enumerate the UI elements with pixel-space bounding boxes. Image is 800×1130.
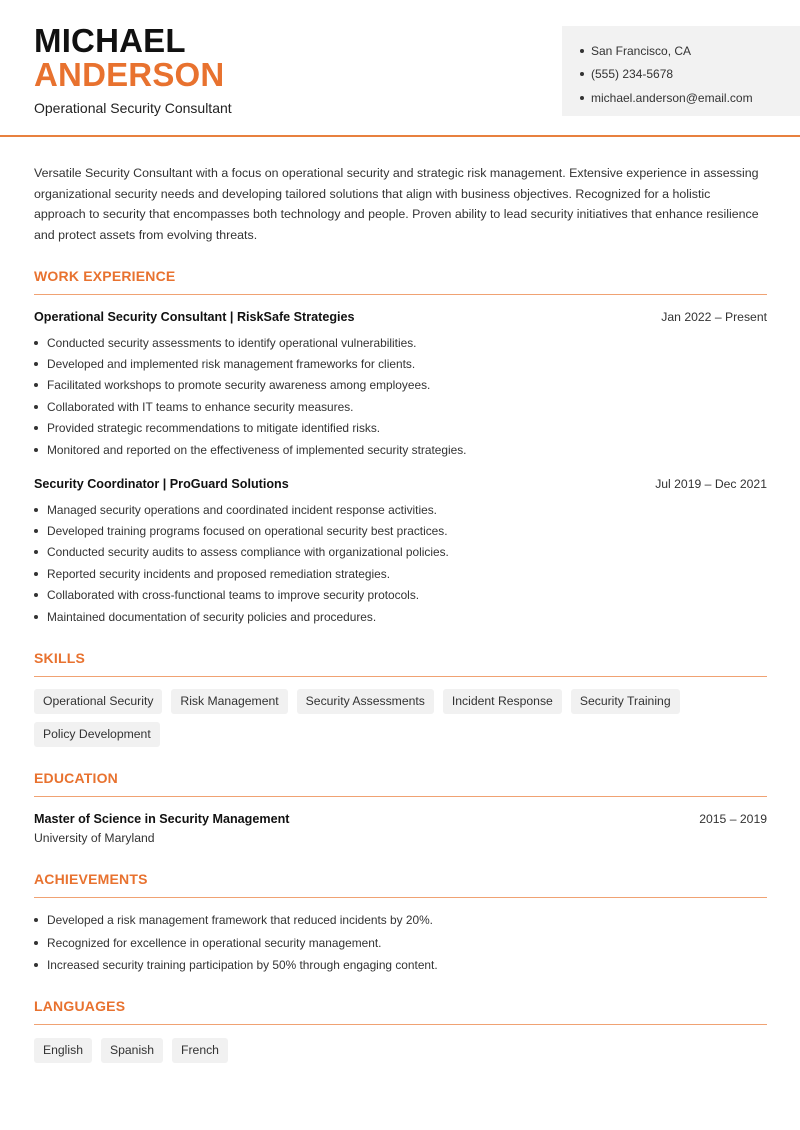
list-item bbox=[34, 909, 767, 932]
bullet-text: Developed and implemented risk management frameworks for clients. bbox=[47, 357, 416, 372]
job-title: Operational Security Consultant bbox=[34, 100, 232, 116]
skill-chip: Security Assessments bbox=[297, 689, 434, 714]
bullet-icon bbox=[34, 362, 38, 366]
language-chip: Spanish bbox=[101, 1038, 163, 1063]
bullet-text: Developed a risk management framework that reduced incidents by 20%. bbox=[47, 913, 433, 928]
bullet-icon bbox=[34, 593, 38, 597]
bullet-text: Recognized for excellence in operational security management. bbox=[47, 935, 382, 950]
bullet-icon bbox=[34, 572, 38, 576]
bullet-icon bbox=[34, 426, 38, 430]
bullet-icon bbox=[34, 341, 38, 345]
bullet-text: Conducted security audits to assess compliance with organizational policies. bbox=[47, 545, 449, 560]
bullet-text: Collaborated with IT teams to enhance security measures. bbox=[47, 399, 354, 414]
job-bullets-2 bbox=[34, 499, 767, 627]
list-item bbox=[34, 396, 767, 417]
list-item bbox=[34, 520, 767, 541]
skill-chip: Security Training bbox=[571, 689, 680, 714]
list-item bbox=[34, 606, 767, 627]
list-item bbox=[34, 932, 767, 955]
list-item bbox=[34, 954, 767, 977]
list-item bbox=[34, 418, 767, 439]
bullet-icon bbox=[34, 448, 38, 452]
section-title-languages: LANGUAGES bbox=[34, 998, 126, 1014]
bullet-text: Reported security incidents and proposed remediation strategies. bbox=[47, 566, 391, 581]
bullet-icon bbox=[580, 96, 584, 100]
bullet-text: Conducted security assessments to identify operational vulnerabilities. bbox=[47, 335, 417, 350]
bullet-icon bbox=[580, 49, 584, 53]
languages-list bbox=[34, 1038, 767, 1063]
section-title-achievements: ACHIEVEMENTS bbox=[34, 871, 148, 887]
contact-phone bbox=[580, 63, 800, 87]
skill-chip: Policy Development bbox=[34, 722, 160, 747]
contact-box bbox=[562, 26, 800, 116]
list-item bbox=[34, 332, 767, 353]
list-item bbox=[34, 563, 767, 584]
bullet-text: Collaborated with cross-functional teams to improve security protocols. bbox=[47, 588, 420, 603]
skill-chip: Operational Security bbox=[34, 689, 162, 714]
bullet-text: Provided strategic recommendations to mitigate identified risks. bbox=[47, 421, 381, 436]
section-divider bbox=[34, 294, 767, 295]
phone-text: (555) 234-5678 bbox=[591, 67, 674, 82]
bullet-icon bbox=[34, 963, 38, 967]
bullet-icon bbox=[34, 941, 38, 945]
bullet-icon bbox=[34, 383, 38, 387]
skills-list bbox=[34, 689, 767, 747]
list-item bbox=[34, 585, 767, 606]
summary: Versatile Security Consultant with a focus on operational security and strategic risk management. Extensive experience in assessing organizational security needs and developing tailored solutions that align with business objectives. Recognized for a holistic approach to security that encompasses both technology and people. Proven ability to lead security initiatives that enhance resilience and protect assets from evolving threats. bbox=[34, 166, 759, 243]
job-title-1: Operational Security Consultant | RiskSafe Strategies bbox=[34, 310, 355, 324]
section-title-skills: SKILLS bbox=[34, 650, 85, 666]
education-dates: 2015 – 2019 bbox=[699, 812, 767, 826]
section-divider bbox=[34, 796, 767, 797]
section-title-work: WORK EXPERIENCE bbox=[34, 268, 176, 284]
contact-location bbox=[580, 39, 800, 63]
school-name: University of Maryland bbox=[34, 831, 155, 845]
job-title-2: Security Coordinator | ProGuard Solutions bbox=[34, 477, 289, 491]
location-text: San Francisco, CA bbox=[591, 43, 692, 58]
bullet-icon bbox=[34, 550, 38, 554]
section-divider bbox=[34, 1024, 767, 1025]
job-dates-1: Jan 2022 – Present bbox=[661, 310, 767, 324]
resume-header bbox=[0, 0, 800, 137]
bullet-icon bbox=[34, 529, 38, 533]
section-title-education: EDUCATION bbox=[34, 770, 118, 786]
job-dates-2: Jul 2019 – Dec 2021 bbox=[655, 477, 767, 491]
language-chip: English bbox=[34, 1038, 92, 1063]
email-text[interactable]: michael.anderson@email.com bbox=[591, 90, 753, 105]
skill-chip: Incident Response bbox=[443, 689, 562, 714]
list-item bbox=[34, 499, 767, 520]
job-bullets-1 bbox=[34, 332, 767, 460]
list-item bbox=[34, 375, 767, 396]
degree-title: Master of Science in Security Management bbox=[34, 812, 290, 826]
skill-chip: Risk Management bbox=[171, 689, 287, 714]
bullet-text: Maintained documentation of security policies and procedures. bbox=[47, 609, 377, 624]
bullet-icon bbox=[34, 918, 38, 922]
section-divider bbox=[34, 676, 767, 677]
bullet-text: Managed security operations and coordinated incident response activities. bbox=[47, 502, 437, 517]
bullet-icon bbox=[580, 72, 584, 76]
bullet-text: Facilitated workshops to promote security awareness among employees. bbox=[47, 378, 431, 393]
bullet-icon bbox=[34, 508, 38, 512]
list-item bbox=[34, 542, 767, 563]
bullet-icon bbox=[34, 615, 38, 619]
language-chip: French bbox=[172, 1038, 228, 1063]
achievements-list bbox=[34, 909, 767, 977]
first-name: MICHAEL bbox=[34, 22, 186, 59]
section-divider bbox=[34, 897, 767, 898]
contact-email[interactable] bbox=[580, 86, 800, 110]
last-name: ANDERSON bbox=[34, 56, 225, 93]
list-item bbox=[34, 439, 767, 460]
bullet-text: Increased security training participation by 50% through engaging content. bbox=[47, 958, 438, 973]
bullet-icon bbox=[34, 405, 38, 409]
list-item bbox=[34, 353, 767, 374]
bullet-text: Developed training programs focused on operational security best practices. bbox=[47, 524, 448, 539]
bullet-text: Monitored and reported on the effectiveness of implemented security strategies. bbox=[47, 442, 467, 457]
